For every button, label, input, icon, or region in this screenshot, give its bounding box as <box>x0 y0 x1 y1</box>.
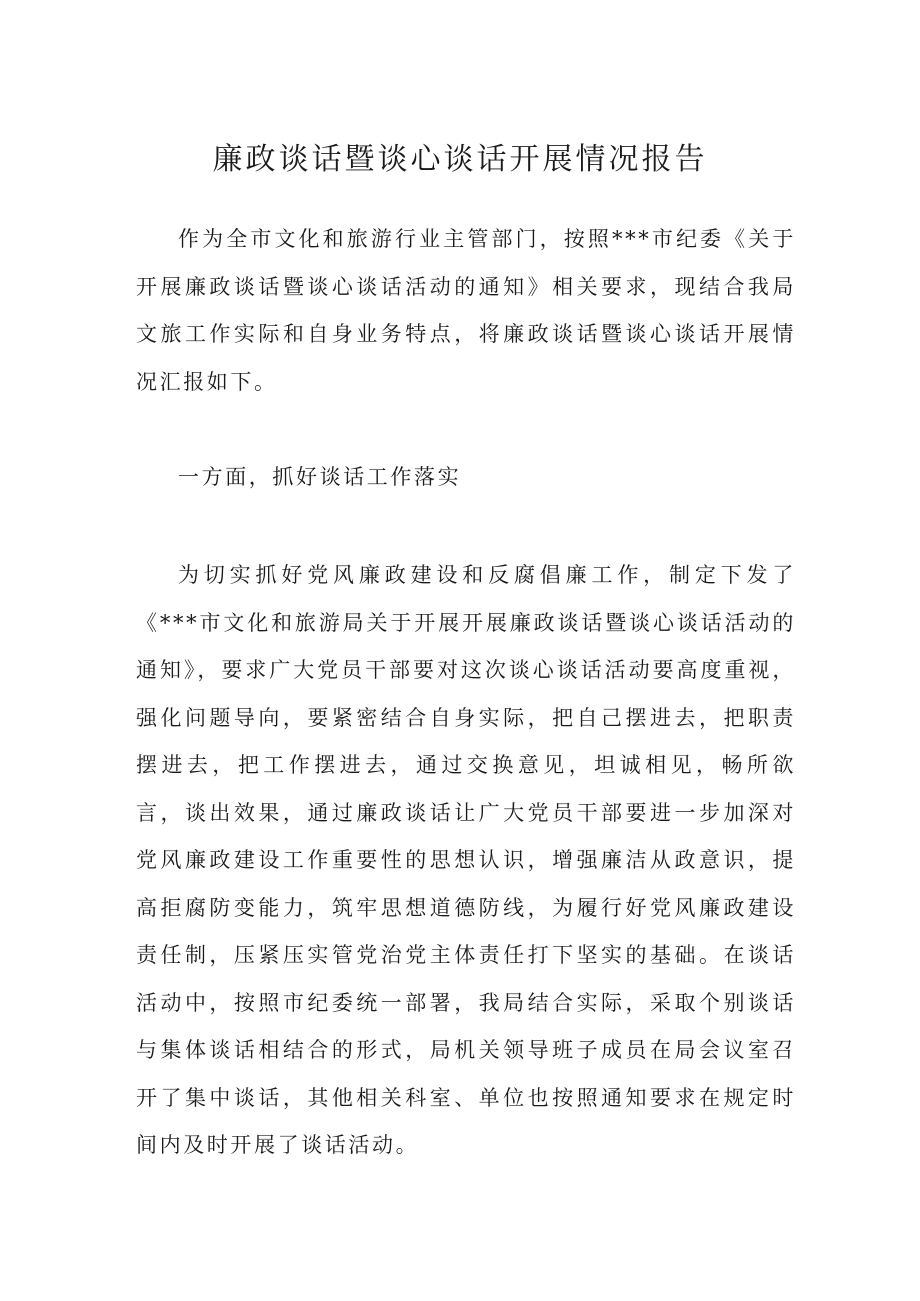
section-heading: 一方面，抓好谈话工作落实 <box>178 465 462 489</box>
section-paragraph: 为切实抓好党风廉政建设和反腐倡廉工作，制定下发了《***市文化和旅游局关于开展开展廉政谈话暨谈心谈话活动的通知》，要求广大党员干部要对这次谈心谈话活动要高度重视，强化问题导向，要紧密结合自身实际，把自己摆进去，把职责摆进去，把工作摆进去，通过交换意见，坦诚相见，畅所欲言，谈出效果，通过廉政谈话让广大党员干部要进一步加深对党风廉政建设工作重要性的思想认识，增强廉洁从政意识，提高拒腐防变能力，筑牢思想道德防线，为履行好党风廉政建设责任制，压紧压实管党治党主体责任打下坚实的基础。在谈话活动中，按照市纪委统一部署，我局结合实际，采取个别谈话与集体谈话相结合的形式，局机关领导班子成员在局会议室召开了集中谈话，其他相关科室、单位也按照通知要求在规定时间内及时开展了谈话活动。 <box>136 563 796 1157</box>
document-title: 廉政谈话暨谈心谈话开展情况报告 <box>212 142 708 177</box>
intro-paragraph: 作为全市文化和旅游行业主管部门，按照***市纪委《关于开展廉政谈话暨谈心谈话活动的通知》相关要求，现结合我局文旅工作实际和自身业务特点，将廉政谈话暨谈心谈话开展情况汇报如下。 <box>136 227 796 394</box>
